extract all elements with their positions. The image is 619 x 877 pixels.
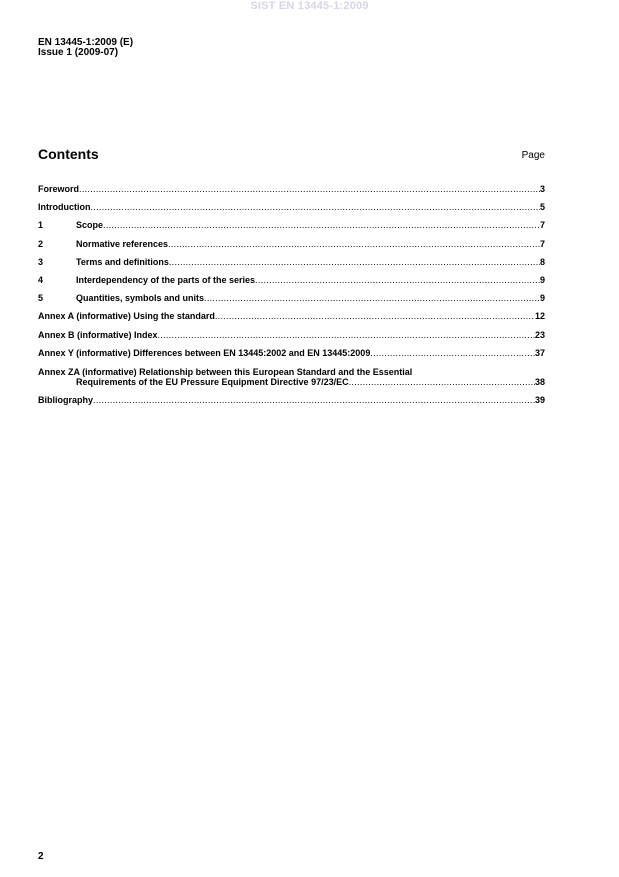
toc-entry-annex-y[interactable] xyxy=(38,348,545,358)
page-column-heading: Page xyxy=(521,150,545,161)
dot-leader xyxy=(370,348,535,358)
toc-entry-label-wrap xyxy=(38,330,535,340)
dot-leader xyxy=(169,257,540,267)
toc-entry-annex-za[interactable] xyxy=(38,366,545,387)
toc-entry-annex-b[interactable] xyxy=(38,330,545,340)
toc-entry-page: 39 xyxy=(534,395,545,406)
contents-title: Contents xyxy=(38,146,99,162)
dot-leader xyxy=(215,311,535,321)
toc-entry-label: Interdependency of the parts of the series xyxy=(76,274,256,285)
toc-entry-number: 5 xyxy=(38,293,44,304)
toc-entry-label-wrap xyxy=(76,220,540,230)
toc-entry-number: 2 xyxy=(38,238,44,249)
toc-entry-label: Bibliography xyxy=(38,395,94,406)
document-issue: Issue 1 (2009-07) xyxy=(38,47,119,58)
toc-entry-terms-and-definitions[interactable] xyxy=(38,257,545,267)
toc-entry-label: Introduction xyxy=(38,202,91,213)
table-of-contents xyxy=(38,184,545,413)
toc-entry-page: 12 xyxy=(534,311,545,322)
toc-entry-introduction[interactable] xyxy=(38,202,545,212)
dot-leader xyxy=(91,202,540,212)
toc-entry-label-wrap xyxy=(76,275,540,285)
dot-leader xyxy=(204,293,540,303)
document-header xyxy=(38,38,133,58)
toc-entry-page: 23 xyxy=(534,329,545,340)
dot-leader xyxy=(93,395,535,405)
toc-entry-label-wrap xyxy=(38,348,535,358)
toc-entry-label: Annex B (informative) Index xyxy=(38,329,158,340)
dot-leader xyxy=(103,220,540,230)
toc-entry-page: 9 xyxy=(539,293,545,304)
toc-entry-label-line2: Requirements of the EU Pressure Equipment Directive 97/23/EC xyxy=(76,376,349,387)
toc-entry-normative-references[interactable] xyxy=(38,239,545,249)
toc-entry-label-wrap xyxy=(38,395,535,405)
toc-entry-label-wrap xyxy=(38,202,540,212)
dot-leader xyxy=(158,330,535,340)
toc-entry-number: 1 xyxy=(38,220,44,231)
document-id: EN 13445-1:2009 (E) xyxy=(38,37,134,48)
toc-entry-label-wrap xyxy=(38,184,540,194)
toc-entry-label-wrap xyxy=(76,293,540,303)
toc-entry-number: 3 xyxy=(38,256,44,267)
toc-entry-label-wrap xyxy=(38,367,535,387)
dot-leader xyxy=(79,184,540,194)
toc-entry-page: 3 xyxy=(539,184,545,194)
watermark: SIST EN 13445-1:2009 xyxy=(250,0,369,12)
toc-entry-page: 8 xyxy=(539,256,545,267)
toc-entry-page: 38 xyxy=(534,376,545,387)
toc-entry-interdependency[interactable] xyxy=(38,275,545,285)
toc-entry-label: Scope xyxy=(76,220,104,231)
toc-entry-page: 5 xyxy=(539,202,545,213)
toc-entry-foreword[interactable] xyxy=(38,184,545,194)
toc-entry-page: 37 xyxy=(534,347,545,358)
dot-leader xyxy=(168,239,540,249)
toc-entry-label: Quantities, symbols and units xyxy=(76,293,205,304)
toc-entry-quantities-symbols-units[interactable] xyxy=(38,293,545,303)
dot-leader xyxy=(349,377,535,387)
toc-entry-label-wrap xyxy=(76,257,540,267)
toc-entry-number: 4 xyxy=(38,274,44,285)
toc-entry-label-wrap xyxy=(38,311,535,321)
toc-entry-scope[interactable] xyxy=(38,220,545,230)
toc-entry-label: Terms and definitions xyxy=(76,256,169,267)
toc-entry-page: 7 xyxy=(539,238,545,249)
toc-entry-label-continuation xyxy=(38,377,535,387)
toc-entry-label: Annex A (informative) Using the standard xyxy=(38,311,215,322)
toc-entry-label-wrap xyxy=(76,239,540,249)
toc-entry-label: Normative references xyxy=(76,238,169,249)
page-number: 2 xyxy=(38,851,44,862)
toc-entry-page: 9 xyxy=(539,274,545,285)
toc-entry-label: Annex ZA (informative) Relationship between this European Standard and the Essential xyxy=(38,366,413,377)
toc-entry-bibliography[interactable] xyxy=(38,395,545,405)
toc-entry-label: Foreword xyxy=(38,184,80,194)
toc-entry-page: 7 xyxy=(539,220,545,231)
toc-entry-annex-a[interactable] xyxy=(38,311,545,321)
toc-entry-label: Annex Y (informative) Differences between EN 13445:2002 and EN 13445:2009 xyxy=(38,347,371,358)
dot-leader xyxy=(255,275,540,285)
